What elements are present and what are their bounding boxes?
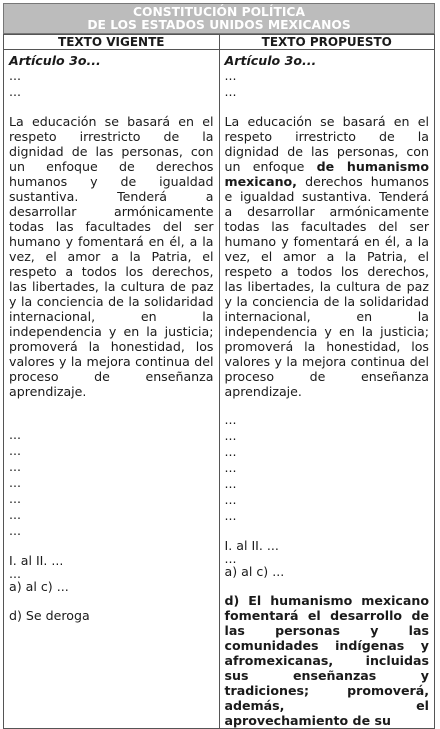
fraction-i-ii: I. al II. ... [224, 538, 279, 553]
ellipsis: ... [224, 412, 237, 427]
cell-current-text [4, 50, 220, 729]
paragraph-part: derechos humanos e igualdad sustantiva. Tenderá a desarrollar armónicamente todas las facultades del ser humano y fomentará en él, a la vez, el amor a la Patria, el respeto a todos los derechos, las libertades, la cultura de paz y la conciencia de la solidaridad internacional, en la independencia y en la justicia; promoverá la honestidad, los valores y la mejora continua del proceso de enseñanza aprendizaje. [224, 174, 429, 399]
ellipsis: ... [9, 459, 22, 474]
ellipsis: ... [224, 492, 237, 507]
ellipsis: ... [224, 84, 237, 99]
column-header-proposed: TEXTO PROPUESTO [219, 35, 435, 50]
comparison-table [3, 34, 435, 729]
ellipsis: ... [9, 475, 22, 490]
paragraph-education: La educación se basará en el respeto irrestricto de la dignidad de las personas, con un enfoque de derechos humanos y de igualdad sustantiva. Tenderá a desarrollar armónicamente todas las facultades del ser humano y fomentará en él, a la vez, el amor a la Patria, el respeto a todos los derechos, las libertades, la cultura de paz y la conciencia de la solidaridad internacional, en la independencia y en la justicia; promoverá la honestidad, los valores y la mejora continua del proceso de enseñanza aprendizaje. [9, 114, 214, 399]
ellipsis: ... [224, 476, 237, 491]
ellipsis: ... [9, 523, 22, 538]
ellipsis: ... [9, 491, 22, 506]
inciso-a-c: a) al c) ... [9, 579, 69, 594]
ellipsis: ... [9, 68, 22, 83]
table-row [4, 50, 435, 729]
ellipsis: ... [224, 508, 237, 523]
inciso-a-c: a) al c) ... [224, 564, 285, 579]
ellipsis: ... [9, 566, 22, 581]
document [3, 3, 435, 729]
ellipsis: ... [224, 428, 237, 443]
ellipsis: ... [9, 84, 22, 99]
ellipsis: ... [224, 68, 237, 83]
ellipsis: ... [9, 427, 22, 442]
article-heading: Artículo 3o... [224, 53, 317, 68]
paragraph-education [225, 114, 430, 399]
document-header [3, 3, 435, 34]
fraction-i-ii: I. al II. ... [9, 553, 64, 568]
ellipsis: ... [9, 507, 22, 522]
table-header-row [4, 35, 435, 50]
column-header-current: TEXTO VIGENTE [4, 35, 220, 50]
ellipsis: ... [224, 551, 237, 566]
ellipsis: ... [9, 443, 22, 458]
ellipsis: ... [224, 444, 237, 459]
paragraph-highlight: de humanismo mexicano, [224, 159, 429, 189]
ellipsis: ... [224, 460, 237, 475]
article-heading: Artículo 3o... [9, 53, 101, 68]
cell-proposed-text [219, 50, 435, 729]
inciso-d: d) El humanismo mexicano fomentará el desarrollo de las personas y las comunidades indígenas y afromexicanas, incluidas sus enseñanzas y tradiciones; promoverá, además, el aprovechamiento de su [224, 593, 429, 728]
inciso-d: d) Se deroga [9, 608, 90, 623]
paragraph-part: La educación se basará en el respeto irrestricto de la dignidad de las personas, con un enfoque [224, 114, 429, 174]
header-title-line2: DE LOS ESTADOS UNIDOS MEXICANOS [87, 18, 351, 32]
header-title-line1: CONSTITUCIÓN POLÍTICA [133, 5, 305, 19]
